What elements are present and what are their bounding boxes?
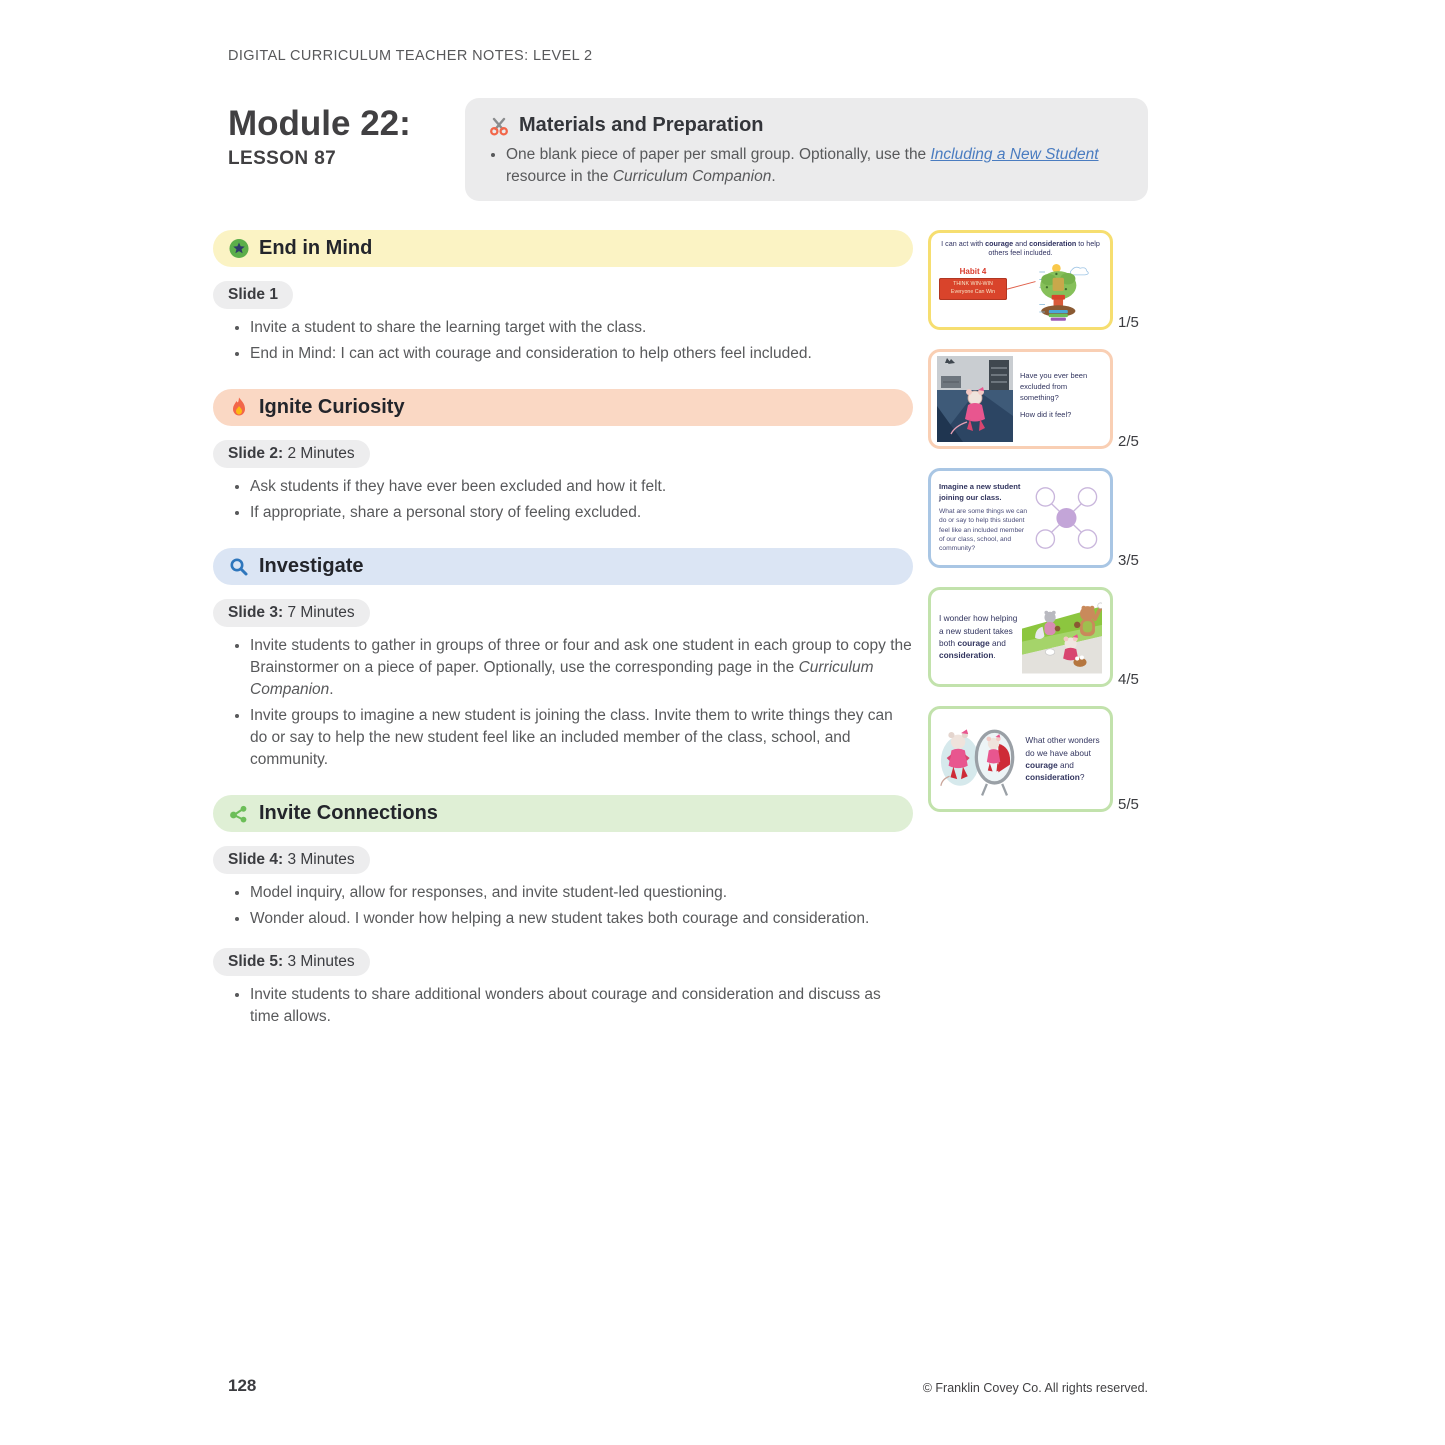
materials-bullet: • One blank piece of paper per small group. Optionally, use the Including a New Student resource in the Curriculum Companion. [506,144,1124,187]
invite-connections-banner [213,795,913,832]
lesson-subtitle: LESSON 87 [228,147,337,169]
habit-tree-illustration [1007,261,1102,323]
slide-3-body: What are some things we can do or say to help this student feel like an included member of our class, school, and community? [939,507,1028,553]
slide-2-label: 2/5 [1118,433,1139,450]
slide-2-question-2: How did it feel? [1020,409,1072,419]
bullet-list [213,317,913,365]
slide-4-label: 4/5 [1118,671,1139,688]
materials-header [489,114,1124,137]
section-invite-connections [213,795,913,1028]
copyright: © Franklin Covey Co. All rights reserved. [922,1381,1148,1395]
flame-icon [229,398,249,418]
mirror-illustration [939,719,1019,799]
slide-4-thumbnail-row [928,587,1168,687]
bullet: • Wonder aloud. I wonder how helping a new student takes both courage and consideration. [250,908,913,930]
materials-title: Materials and Preparation [519,114,764,136]
section-ignite-curiosity [213,389,913,524]
slide-5-pill: Slide 5: 3 Minutes [213,948,370,976]
ignite-curiosity-banner [213,389,913,426]
star-icon [229,239,249,259]
slide-1-caption: I can act with courage and consideration to help others feel included. [941,239,1100,258]
module-title-block [228,106,411,170]
slide-2-text [1020,371,1102,427]
materials-and-preparation-box [465,98,1148,201]
section-investigate [213,548,913,771]
slide-5-label: 5/5 [1118,796,1139,813]
bullet-list [213,984,913,1028]
bullet-list [213,882,913,930]
slide-2-pill: Slide 2: 2 Minutes [213,440,370,468]
slide-4-pill: Slide 4: 3 Minutes [213,846,370,874]
share-icon [229,804,249,824]
bullet: • Ask students if they have ever been excluded and how it felt. [250,476,913,498]
slide-4-text: I wonder how helping a new student takes both courage and consideration. [939,613,1018,661]
including-a-new-student-link[interactable]: Including a New Student [930,146,1099,163]
slide-1-thumbnail [928,230,1113,330]
module-title: Module 22: [228,104,411,143]
bullet-list [213,476,913,524]
scissors-icon [489,116,509,136]
materials-bullet-list [489,144,1124,187]
bullet: • Invite groups to imagine a new student is joining the class. Invite them to write things they can do or say to help the new student feel like an included member of the class, school, and community. [250,705,913,771]
lesson-content [213,230,913,1032]
slide-3-text [939,482,1027,553]
bullet: • End in Mind: I can act with courage and consideration to help others feel included. [250,343,913,365]
slide-2-thumbnail [928,349,1113,449]
bullet: • Invite a student to share the learning target with the class. [250,317,913,339]
slide-3-thumbnail [928,468,1113,568]
doc-header: DIGITAL CURRICULUM TEACHER NOTES: LEVEL 2 [228,48,593,64]
section-title: Invite Connections [259,802,438,824]
slide-2-thumbnail-row [928,349,1168,449]
bullet: • Model inquiry, allow for responses, and invite student-led questioning. [250,882,913,904]
section-title: Investigate [259,555,364,577]
page-number: 128 [228,1376,257,1395]
section-end-in-mind [213,230,913,365]
bullet-list [213,635,913,771]
excluded-character-illustration [937,356,1013,442]
slide-1-thumbnail-row [928,230,1168,330]
slide-5-thumbnail [928,706,1113,812]
slide-3-thumbnail-row [928,468,1168,568]
slide-1-pill: Slide 1 [213,281,293,309]
slide-5-text: What other wonders do we have about courage and consideration? [1025,735,1100,783]
playground-illustration [1022,598,1102,676]
slide-3-label: 3/5 [1118,552,1139,569]
slide-3-pill: Slide 3: 7 Minutes [213,599,370,627]
brainstormer-diagram [1031,485,1102,551]
section-title: Ignite Curiosity [259,396,405,418]
end-in-mind-banner [213,230,913,267]
habit-4-sign: Habit 4 THINK WIN-WIN Everyone Can Win [939,267,1007,300]
section-title: End in Mind [259,237,373,259]
slide-5-thumbnail-row [928,706,1168,812]
bullet: • If appropriate, share a personal story of feeling excluded. [250,502,913,524]
investigate-banner [213,548,913,585]
bullet: • Invite students to share additional wonders about courage and consideration and discuss as time allows. [250,984,913,1028]
slide-1-label: 1/5 [1118,314,1139,331]
slide-4-thumbnail [928,587,1113,687]
bullet: • Invite students to gather in groups of three or four and ask one student in each group to copy the Brainstormer on a piece of paper. Optionally, use the corresponding page in the Curriculum Companion. [250,635,913,701]
slide-thumbnails [928,230,1168,831]
slide-2-question-1: Have you ever been excluded from something? [1020,371,1088,402]
slide-3-heading: Imagine a new student joining our class. [939,482,1021,502]
magnifier-icon [229,557,249,577]
